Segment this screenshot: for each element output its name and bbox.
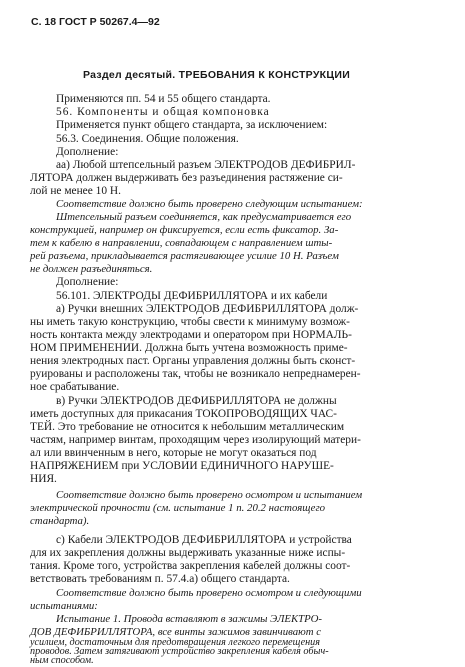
test-line: испытаниями: [30,600,98,612]
text-line: тания. Кроме того, устройства закрепления кабелей должны соот- [30,560,351,572]
test-line: Испытание 1. Провода вставляют в зажимы ЭЛЕКТРО- [56,613,323,625]
text-line: для их закрепления должны выдерживать указанные ниже испы- [30,547,346,559]
text-line: нения электродных паст. Органы управления должны быть сконст- [30,355,356,367]
test-line: конструкцией, например он фиксируется, если есть фиксатор. За- [30,224,339,236]
text-line: ветствовать требованиям п. 57.4.а) общего стандарта. [30,573,290,585]
test-line: Соответствие должно быть проверено следующим испытанием: [56,198,363,210]
text-line: а) Ручки внешних ЭЛЕКТРОДОВ ДЕФИБРИЛЛЯТОРА долж- [56,303,359,315]
test-line: электрической прочности (см. испытание 1 п. 20.2 настоящего [30,502,326,514]
clause-heading: 56.3. Соединения. Общие положения. [56,133,239,145]
page-header: С. 18 ГОСТ Р 50267.4—92 [31,16,160,28]
text-line: Дополнение: [56,146,119,158]
section-title: Раздел десятый. ТРЕБОВАНИЯ К КОНСТРУКЦИИ [83,69,351,81]
test-line: Соответствие должно быть проверено осмотром и испытанием [56,489,363,501]
test-line: Соответствие должно быть проверено осмотром и следующими [56,587,362,599]
text-line: ТЕЙ. Это требование не относится к небольшим металлическим [30,421,345,433]
text-line: НИЯ. [30,473,57,485]
text-line: ны иметь такую конструкцию, чтобы свести к минимуму возмож- [30,316,350,328]
clause-heading: 56.101. ЭЛЕКТРОДЫ ДЕФИБРИЛЛЯТОРА и их кабели [56,290,328,302]
test-line: проводов. Затем затягивают устройство закрепления кабеля обыч- [30,646,329,657]
text-line: лой не менее 10 Н. [30,185,121,197]
test-line: ным способом. [30,655,94,666]
text-line: аа) Любой штепсельный разъем ЭЛЕКТРОДОВ ДЕФИБРИЛ- [56,159,356,171]
test-line: тем к кабелю в направлении, совпадающем с направлением шты- [30,237,333,249]
text-line: с) Кабели ЭЛЕКТРОДОВ ДЕФИБРИЛЛЯТОРА и устройства [56,534,352,546]
text-line: Дополнение: [56,276,119,288]
text-line: Применяются пп. 54 и 55 общего стандарта. [56,93,271,105]
test-line: не должен разъединяться. [30,263,153,275]
test-line: Штепсельный разъем соединяется, как предусматривается его [56,211,352,223]
clause-heading: 56. Компоненты и общая компоновка [56,106,270,118]
text-line: ное срабатывание. [30,381,120,393]
text-line: ность контакта между электродами и оператором при НОРМАЛЬ- [30,329,352,341]
text-line: НОМ ПРИМЕНЕНИИ. Должна быть учтена возможность приме- [30,342,348,354]
test-line: усилием, достаточным для предотвращения легкого перемещения [30,637,320,648]
text-line: частям, например винтам, проходящим через изолирующий матери- [30,434,361,446]
text-line: Применяется пункт общего стандарта, за исключением: [56,119,328,131]
text-line: НАПРЯЖЕНИЕМ при УСЛОВИИ ЕДИНИЧНОГО НАРУШЕ- [30,460,334,472]
text-line: руированы и расположены так, чтобы не возникало непреднамерен- [30,368,361,380]
test-line: рей разъема, прикладывается растягивающее усилие 10 Н. Разъем [30,250,339,262]
text-line: иметь доступных для прикасания ТОКОПРОВОДЯЩИХ ЧАС- [30,408,337,420]
text-line: ал или ввинченным в него, которые не могут оказаться под [30,447,317,459]
test-line: стандарта). [30,515,90,527]
test-line: ДОВ ДЕФИБРИЛЛЯТОРА, все винты зажимов завинчивают с [30,626,322,638]
text-line: ЛЯТОРА должен выдерживать без разъединения растяжение си- [30,172,343,184]
text-line: в) Ручки ЭЛЕКТРОДОВ ДЕФИБРИЛЛЯТОРА не должны [56,395,337,407]
